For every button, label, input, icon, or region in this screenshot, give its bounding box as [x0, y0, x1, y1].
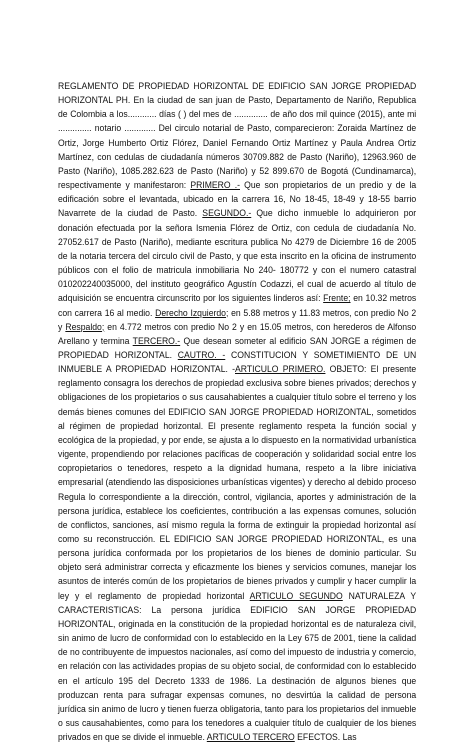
- body-text: REGLAMENTO DE PROPIEDAD HORIZONTAL DE EDIFICIO SAN JORGE PROPIEDAD HORIZONTAL PH. En la ciudad de san juan de Pasto, Departamento de Nariño, Republica de Colombia a los............ días ( ) del mes de .............. de año dos mil quince (2015), ante mi .............. notario ............. Del circulo notarial de Pasto, comparecieron: Zoraida Martínez de Ortiz, Jorge Humberto Ortiz Flórez, Daniel Fernando Ortiz Martínez y Paula Andrea Ortiz Martínez, con cedulas de ciudadanía números 30709.882 de Pasto (Nariño), 12963.960 de Pasto (Nariño), 1085.282.623 de Pasto (Nariño) y 52 899.670 de Bogotá (Cundinamarca), respectivamente y manifestaron:: [58, 81, 417, 192]
- section-heading: CAUTRO. -: [177, 349, 226, 361]
- body-text: OBJETO: El presente reglamento consagra los derechos de propiedad exclusiva sobre bienes privados; derechos y obligaciones de los propietarios o sus causahabientes a cualquier título sobre el terreno y los demás bienes comunes del EDIFICIO SAN JORGE PROPIEDAD HORIZONTAL, sometidos al régimen de propiedad horizontal. El presente reglamento respeta la función social y ecológica de la propiedad, y por ende, se ajusta a lo dispuesto en la normatividad urbanística vigente, propendiendo por relaciones pacíficas de cooperación y solidaridad social entre los copropietarios o tenedores, respeto a la dignidad humana, respeto a la libre iniciativa empresarial (atendiendo las disposiciones urbanísticas vigentes) y derecho al debido proceso Regula lo correspondiente a la dirección, control, vigilancia, aportes y administración de la persona jurídica, establece los coeficientes, contribución a las expensas comunes, solución de conflictos, sanciones, así mismo regula la forma de extinguir la propiedad horizontal así como su reconstrucción. EL EDIFICIO SAN JORGE PROPIEDAD HORIZONTAL, es una persona jurídica conformada por los propietarios de los bienes de dominio particular. Su objeto será administrar correcta y eficazmente los bienes y servicios comunes, manejar los asuntos de interés común de los propietarios de bienes privados y cumplir y hacer cumplir la ley y el reglamento de propiedad horizontal: [58, 364, 417, 602]
- body-text: Que desean someter al edificio SAN JORGE a régimen de PROPIEDAD HORIZONTAL.: [58, 335, 417, 361]
- body-text: Que son propietarios de un predio y de la edificación sobre el levantada, ubicado en la carrera 16, No 18-45, 18-49 y 18-55 barrio Navarrete de la ciudad de Pasto.: [58, 180, 417, 220]
- body-text: Que dicho inmueble lo adquirieron por donación efectuada por la señora Ismenia Flórez de Ortiz, con cedula de ciudadanía No. 27052.617 de Pasto (Nariño), mediante escritura publica No 4279 de Diciembre 16 de 2005 de la notaria tercera del circulo civil de Pasto, y que esta inscrito en la oficina de instrumento públicos con el folio de matricula inmobiliaria No 240- 180772 y con el numero catastral 010202240035000, del instituto geográfico Agustín Codazzi, el cual de acuerdo al título de adquisición se encuentra circunscrito por los siguientes linderos así:: [58, 208, 417, 305]
- body-text: en 4.772 metros con predio No 2 y en 15.05 metros, con herederos de Alfonso Arellano y termina: [58, 321, 417, 347]
- section-heading: ARTICULO PRIMERO.: [235, 364, 326, 376]
- regulation-text: [58, 80, 416, 745]
- section-heading: ARTICULO TERCERO: [206, 732, 295, 744]
- body-text: CONSTITUCION Y SOMETIMIENTO DE UN INMUEBLE A PROPIEDAD HORIZONTAL. -: [58, 349, 417, 376]
- section-heading: Derecho Izquierdo;: [155, 307, 229, 319]
- body-text: EFECTOS. Las: [294, 732, 357, 744]
- section-heading: TERCERO.-: [132, 335, 181, 347]
- section-heading: Respaldo;: [65, 321, 105, 333]
- section-heading: SEGUNDO.-: [202, 208, 252, 220]
- section-heading: PRIMERO .-: [190, 180, 240, 192]
- section-heading: Frente;: [323, 293, 351, 305]
- section-heading: ARTICULO SEGUNDO: [249, 590, 343, 602]
- body-text: en 5.88 metros y 11.83 metros, con predio No 2 y: [58, 307, 417, 333]
- body-text: en 10.32 metros con carrera 16 al medio.: [58, 293, 417, 319]
- regulation-paragraph: [58, 80, 416, 745]
- body-text: NATURALEZA Y CARACTERISTICAS: La persona jurídica EDIFICIO SAN JORGE PROPIEDAD HORIZONTAL, originada en la constitución de la propiedad horizontal es de naturaleza civil, sin animo de lucro de conformidad con lo establecido en la Ley 675 de 2001, tiene la calidad de no contribuyente de impuestos nacionales, así como del impuesto de industria y comercio, en relación con las actividades propias de su objeto social, de conformidad con lo establecido en el artículo 195 del Decreto 1333 de 1986. La destinación de algunos bienes que produzcan renta para sufragar expensas comunes, no desvirtúa la calidad de persona jurídica sin animo de lucro y tienen fuerza obligatoria, tanto para los propietarios del inmueble o sus causahabientes, como para los tenedores a cualquier título de cualquier de los bienes privados en que se divide el inmueble.: [58, 590, 417, 744]
